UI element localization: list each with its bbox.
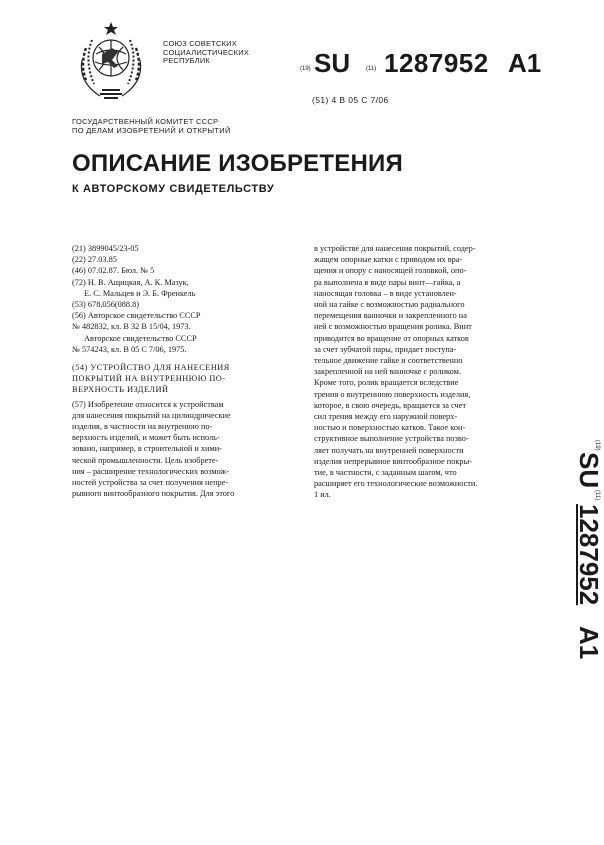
country-code: SU [314, 48, 351, 78]
abstract-line: структивное выполнение устройства позво- [314, 434, 469, 444]
abstract-line: перемещения ванночки и закрепленного на [314, 311, 467, 321]
abstract-line: Кроме того, ролик вращается вследствие [314, 378, 459, 388]
abstract-line: верхность изделий, и может быть исполь- [72, 433, 220, 443]
country-line: РЕСПУБЛИК [163, 56, 210, 65]
abstract-left [72, 399, 292, 500]
abstract-line: за счет зубчатой пары, придает поступа- [314, 344, 457, 354]
abstract-line: зовано, например, в строительной и хими- [72, 444, 222, 454]
abstract-line: ностей устройства за счет получения непре- [72, 478, 229, 488]
title-line: ПОКРЫТИЙ НА ВНУТРЕННЮЮ ПО- [72, 374, 226, 384]
code-19: (19) [300, 66, 311, 72]
left-column [72, 243, 292, 499]
abstract-line: трения о внутреннюю поверхность изделия, [314, 389, 471, 399]
abstract-line: сил трения между его наружной поверх- [314, 412, 458, 422]
abstract-line: изделия, в частности на внутренюю по- [72, 422, 213, 432]
abstract-line: наносящая головка – в виде установлен- [314, 288, 457, 298]
document-title: ОПИСАНИЕ ИЗОБРЕТЕНИЯ [72, 150, 403, 177]
title-line: ВЕРХНОСТЬ ИЗДЕЛИЙ [72, 385, 169, 395]
abstract-line: ней с возможностью вращения ролика. Винт [314, 322, 472, 332]
abstract-line: закрепленной на ней ванночке с роликом. [314, 367, 461, 377]
committee-line: ПО ДЕЛАМ ИЗОБРЕТЕНИЙ И ОТКРЫТИЙ [72, 126, 231, 135]
side-patent-number: 1287952 [574, 504, 604, 606]
abstract-line: ра выполнена в виде пары винт—гайка, а [314, 277, 461, 287]
side-country-code: SU [574, 452, 604, 489]
title-line: (54) УСТРОЙСТВО ДЛЯ НАНЕСЕНИЯ [72, 363, 230, 373]
biblio-line: Авторское свидетельство СССР [84, 333, 197, 343]
patent-number: 1287952 [384, 48, 489, 78]
biblio-line: № 482832, кл. B 32 B 15/04, 1973. [72, 322, 191, 332]
biblio-line: (53) 678.056(088.8) [72, 300, 140, 310]
abstract-line: ной на гайке с возможностью радиального [314, 300, 465, 310]
committee-line: ГОСУДАРСТВЕННЫЙ КОМИТЕТ СССР [72, 117, 219, 126]
biblio-line: (72) Н. В. Ащицкая, А. К. Мазук, [72, 277, 189, 287]
invention-title [72, 362, 292, 396]
side-code-11: (11) [594, 490, 600, 501]
abstract-line: жащем опорные катки с приводом их вра- [314, 255, 463, 265]
biblio-line: Е. С. Мальцев и Э. Б. Френкель [84, 288, 196, 298]
side-code-19: (19) [594, 440, 600, 451]
abstract-line: 1 ил. [314, 490, 331, 500]
abstract-line: ния – расширение технологических возмож- [72, 466, 230, 476]
abstract-line: приводится во вращение от опорных катков [314, 333, 469, 343]
abstract-line: в устройстве для нанесения покрытий, содер- [314, 244, 476, 253]
country-name [163, 40, 249, 66]
bibliographic-data [72, 243, 292, 355]
abstract-right [314, 243, 554, 501]
document-kind: A1 [508, 48, 542, 78]
abstract-line: ческой промышленности. Цель изобрете- [72, 455, 219, 465]
state-emblem-icon [72, 20, 150, 102]
abstract-line: ляет получать на внутренней поверхности [314, 445, 464, 455]
committee-name [72, 117, 231, 135]
side-publication-number [572, 440, 602, 680]
document-subtitle: К АВТОРСКОМУ СВИДЕТЕЛЬСТВУ [72, 183, 275, 195]
biblio-line: № 574243, кл. B 05 C 7/06, 1975. [72, 344, 187, 354]
biblio-line: (21) 3899045/23-05 [72, 244, 139, 253]
abstract-line: тельное движение гайке и соответственно [314, 356, 463, 366]
abstract-line: для нанесения покрытий на цилиндрические [72, 410, 231, 420]
abstract-line: изделия непрерывное винтообразное покры- [314, 456, 472, 466]
abstract-line: щения и опору с наносящей головкой, опо- [314, 266, 467, 276]
biblio-line: (56) Авторское свидетельство СССР [72, 311, 201, 321]
abstract-line: ностью и поверхностью катков. Такое кон- [314, 423, 466, 433]
code-11: (11) [366, 66, 377, 72]
side-document-kind: A1 [574, 626, 604, 660]
ipc-classification: (51) 4 B 05 C 7/06 [312, 95, 389, 105]
abstract-line: которое, в свою очередь, вращается за счет [314, 400, 466, 410]
country-line: СОЦИАЛИСТИЧЕСКИХ [163, 47, 250, 57]
country-line: СОЮЗ СОВЕТСКИХ [163, 39, 237, 48]
abstract-line: тие, в частности, с заданным шагом, что [314, 468, 457, 478]
abstract-line: (57) Изобретение относится к устройствам [72, 399, 224, 409]
biblio-line: (46) 07.02.87. Бюл. № 5 [72, 266, 155, 276]
abstract-line: расширяет его технологические возможности. [314, 479, 478, 489]
abstract-line: рывного винтообразного покрытия. Для этого [72, 489, 235, 499]
publication-number [300, 48, 560, 78]
biblio-line: (22) 27.03.85 [72, 255, 117, 265]
